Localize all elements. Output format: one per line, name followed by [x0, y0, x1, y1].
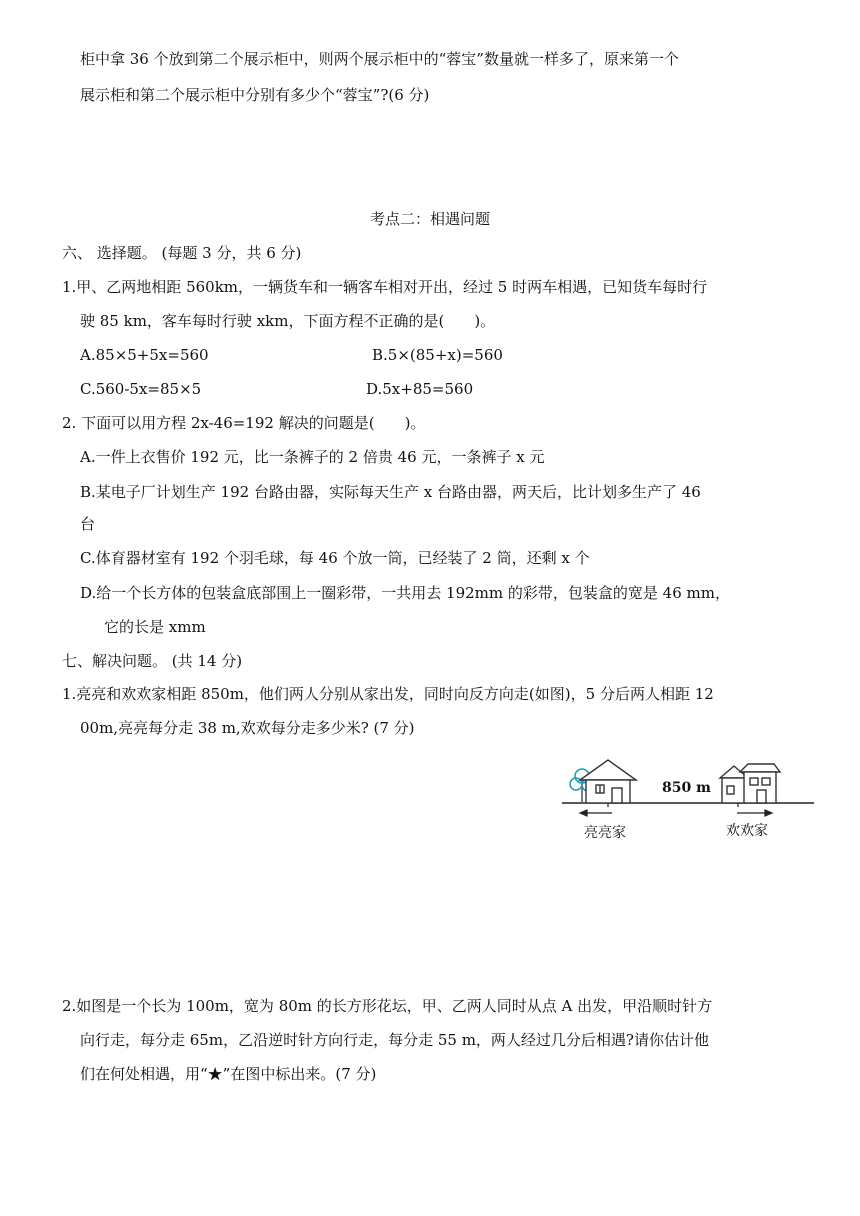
q1-option-c: C.560-5x=85×5 [80, 380, 202, 398]
left-home-label: 亮亮家 [584, 825, 626, 841]
section-title: 考点二：相遇问题 [369, 210, 490, 228]
distance-label: 850 m [662, 780, 711, 796]
intro-line-1: 柜中拿 36 个放到第二个展示柜中，则两个展示柜中的“蓉宝”数量就一样多了，原来第一个 [80, 50, 679, 68]
p7-q2-line-3: 们在何处相遇，用“★”在图中标出来。(7 分) [80, 1065, 377, 1083]
right-home-label: 欢欢家 [726, 823, 768, 839]
p7-q1-line-2: 00m,亮亮每分走 38 m,欢欢每分走多少米? (7 分) [80, 719, 415, 737]
right-arrow-icon [737, 810, 772, 816]
p7-q2-line-2: 向行走，每分走 65m，乙沿逆时针方向行走，每分走 55 m，两人经过几分后相遇?请你估计他 [80, 1031, 709, 1049]
q2-stem: 2. 下面可以用方程 2x-46=192 解决的问题是( )。 [62, 414, 426, 432]
left-arrow-icon [580, 810, 612, 816]
q1-line-2: 驶 85 km，客车每时行驶 xkm，下面方程不正确的是( )。 [80, 312, 496, 330]
q2-option-b-line-1: B.某电子厂计划生产 192 台路由器，实际每天生产 x 台路由器，两天后，比计划多生产了 46 [80, 483, 701, 501]
q2-option-d-line-2: 它的长是 xmm [104, 618, 206, 636]
part6-heading: 六、 选择题。 (每题 3 分，共 6 分) [62, 244, 302, 262]
left-house-icon [580, 760, 636, 803]
q2-option-b-line-2: 台 [80, 515, 96, 533]
houses-figure [562, 758, 814, 850]
q1-option-a: A.85×5+5x=560 [80, 346, 209, 364]
q1-line-1: 1.甲、乙两地相距 560km，一辆货车和一辆客车相对开出，经过 5 时两车相遇，已知货车每时行 [62, 278, 708, 296]
q2-option-c: C.体育器材室有 192 个羽毛球，每 46 个放一筒，已经装了 2 筒，还剩 x 个 [80, 549, 590, 567]
intro-line-2: 展示柜和第二个展示柜中分别有多少个“蓉宝”?(6 分) [80, 86, 430, 104]
p7-q1-line-1: 1.亮亮和欢欢家相距 850m，他们两人分别从家出发，同时向反方向走(如图)，5 分后两人相距 12 [62, 685, 714, 703]
q2-option-a: A.一件上衣售价 192 元，比一条裤子的 2 倍贵 46 元，一条裤子 x 元 [80, 448, 545, 466]
p7-q2-line-1: 2.如图是一个长为 100m，宽为 80m 的长方形花坛，甲、乙两人同时从点 A 出发，甲沿顺时针方 [62, 997, 713, 1015]
q1-option-d: D.5x+85=560 [366, 380, 474, 398]
q1-option-b: B.5×(85+x)=560 [372, 346, 503, 364]
part7-heading: 七、解决问题。 (共 14 分) [62, 652, 243, 670]
q2-option-d-line-1: D.给一个长方体的包装盒底部围上一圈彩带，一共用去 192mm 的彩带，包装盒的宽是 46 mm， [80, 584, 730, 602]
right-house-icon [720, 764, 780, 803]
